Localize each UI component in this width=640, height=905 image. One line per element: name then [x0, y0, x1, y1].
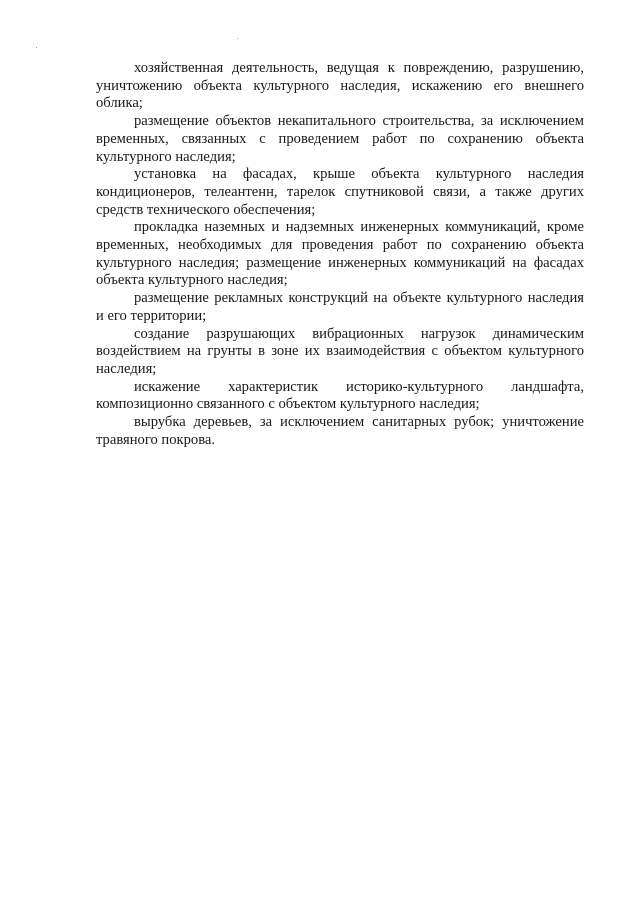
paragraph-non-capital-construction: размещение объектов некапитального строительства, за исключением временных, связанных с проведением работ по сохранению объекта культурного наследия;: [96, 113, 584, 165]
scan-speck: [237, 38, 238, 39]
paragraph-advertising-structures: размещение рекламных конструкций на объекте культурного наследия и его территории;: [96, 290, 584, 324]
paragraph-engineering-communications: прокладка наземных и надземных инженерных коммуникаций, кроме временных, необходимых для проведения работ по сохранению объекта культурного наследия; размещение инженерных коммуникаций на фасадах объекта культурного наследия;: [96, 219, 584, 289]
paragraph-vibration-loads: создание разрушающих вибрационных нагрузок динамическим воздействием на грунты в зоне их взаимодействия с объектом культурного наследия;: [96, 325, 584, 377]
paragraph-economic-activity: хозяйственная деятельность, ведущая к повреждению, разрушению, уничтожению объекта культурного наследия, искажению его внешнего облика;: [96, 60, 584, 112]
paragraph-facade-equipment: установка на фасадах, крыше объекта культурного наследия кондиционеров, телеантенн, тарелок спутниковой связи, а также других средств технического обеспечения;: [96, 166, 584, 218]
paragraph-landscape-distortion: искажение характеристик историко-культурного ландшафта, композиционно связанного с объектом культурного наследия;: [96, 378, 584, 413]
paragraph-tree-cutting: вырубка деревьев, за исключением санитарных рубок; уничтожение травяного покрова.: [96, 414, 584, 448]
document-body: [96, 60, 584, 449]
scan-speck: [36, 47, 37, 48]
